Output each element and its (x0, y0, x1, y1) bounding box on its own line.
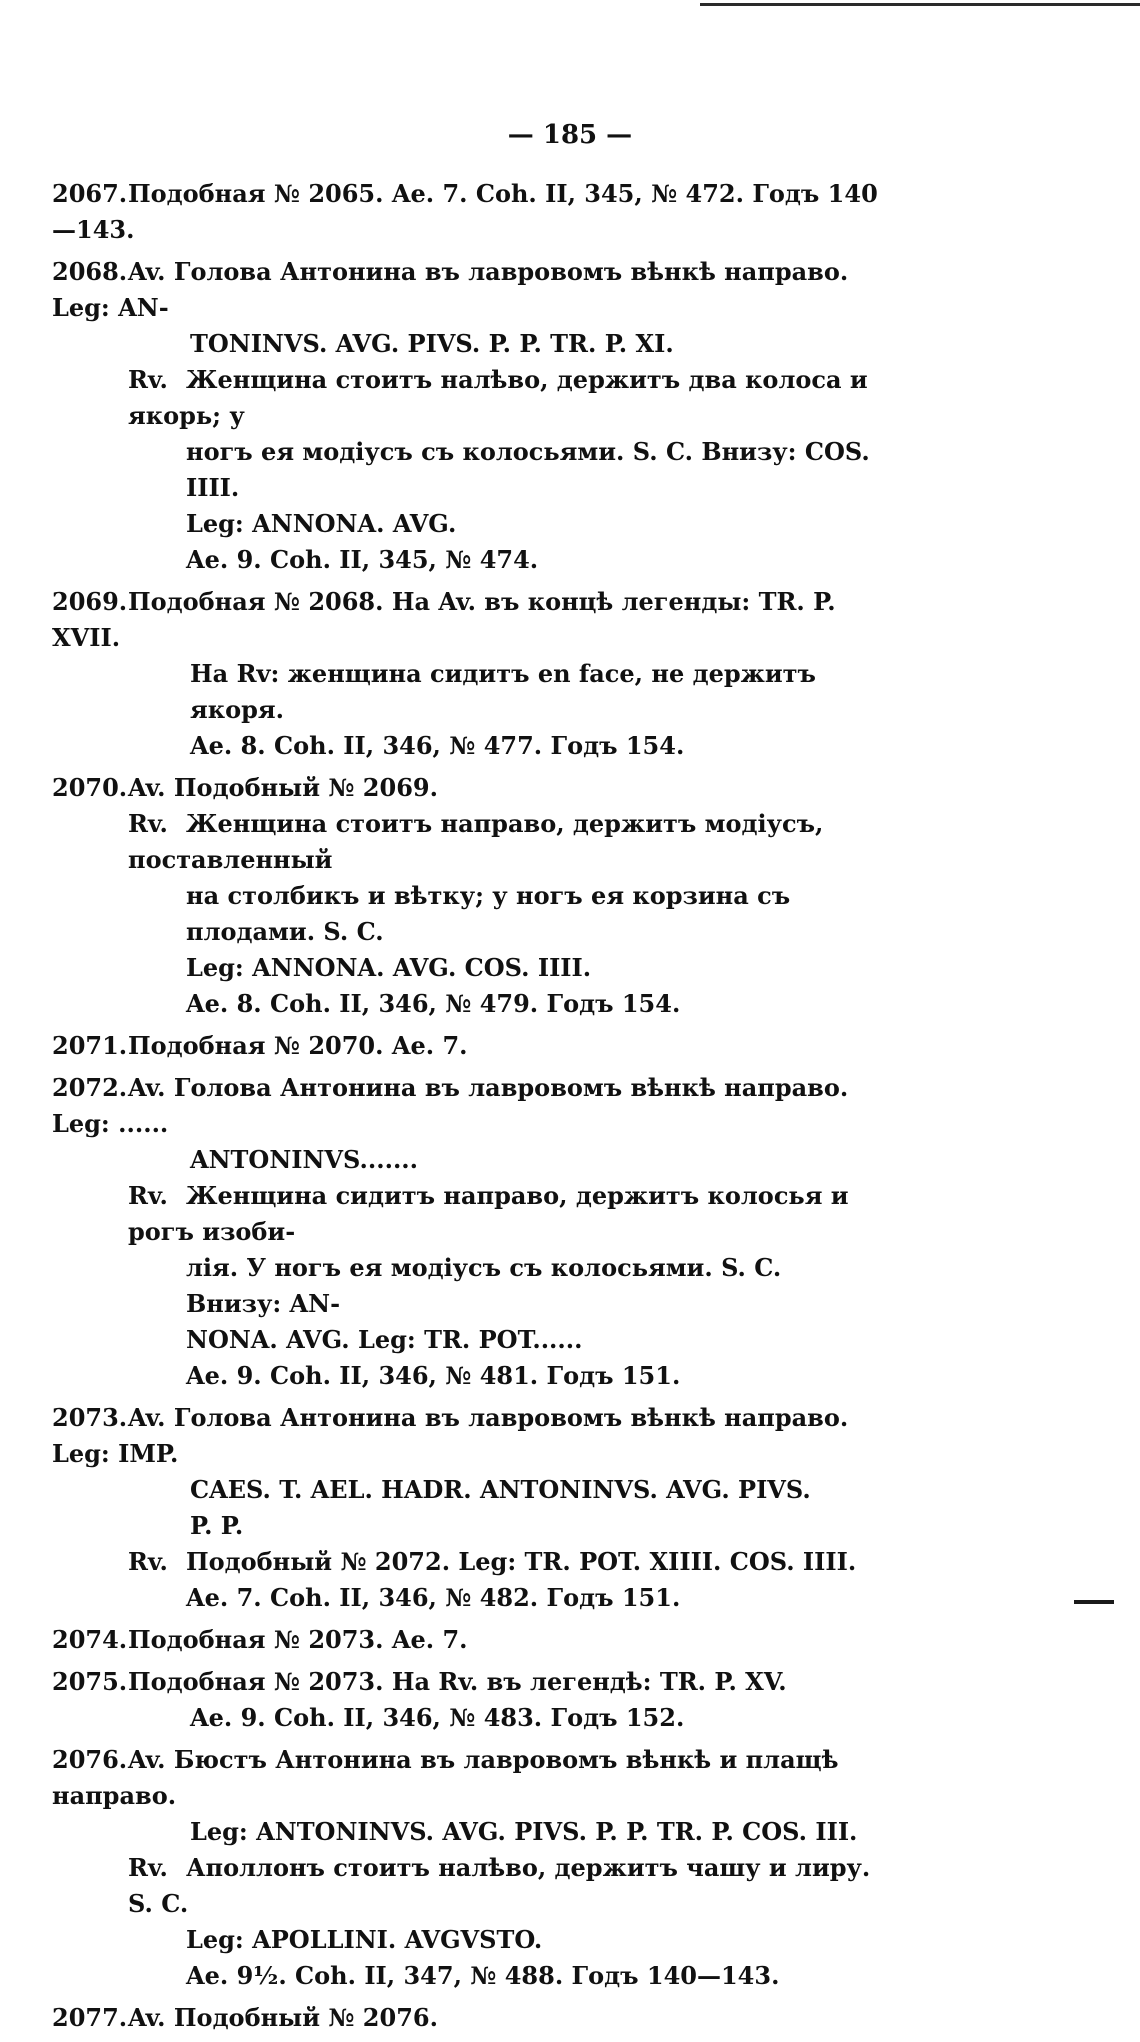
reverse-continuation: Ae. 9. Coh. II, 346, № 481. Годъ 151. (186, 1361, 681, 1390)
entry-text: Подобная № 2068. На Av. въ концѣ легенды: TR. P. XVII. (52, 587, 836, 652)
reverse-continuation: Leg: ANNONA. AVG. (186, 509, 457, 538)
catalog-entry (52, 770, 882, 1022)
catalog-entry (52, 1070, 882, 1394)
entry-first-line (52, 176, 882, 248)
reverse-continuation: Ae. 8. Coh. II, 346, № 479. Годъ 154. (186, 989, 681, 1018)
reverse-description (52, 1178, 882, 1250)
reverse-continuation: NONA. AVG. Leg: TR. POT...... (186, 1325, 583, 1354)
entry-number: 2074. (52, 1625, 128, 1654)
reverse-continuation: ногъ ея модіусъ съ колосьями. S. C. Внизу: COS. IIII. (186, 437, 870, 502)
catalog-entry (52, 1742, 882, 1994)
reverse-description (52, 362, 882, 434)
entry-first-line (52, 1742, 882, 1814)
entry-text: Подобная № 2073. На Rv. въ легендѣ: TR. P. XV. (128, 1667, 787, 1696)
entry-number: 2073. (52, 1403, 128, 1432)
reverse-label: Rv. (128, 1547, 168, 1576)
entry-first-line (52, 1622, 882, 1658)
entry-text: Av. Подобный № 2076. (128, 2003, 438, 2032)
entry-text: Av. Бюстъ Антонина въ лавровомъ вѣнкѣ и плащѣ направо. (52, 1745, 839, 1810)
reverse-label: Rv. (128, 1853, 168, 1882)
entry-text: Подобная № 2070. Ae. 7. (128, 1031, 468, 1060)
entry-first-line (52, 1028, 882, 1064)
catalog-entry (52, 176, 882, 248)
entry-number: 2072. (52, 1073, 128, 1102)
top-border-rule (700, 0, 1140, 6)
entry-continuation: Ae. 9. Coh. II, 346, № 483. Годъ 152. (190, 1703, 685, 1732)
entry-number: 2069. (52, 587, 128, 616)
entry-number: 2070. (52, 773, 128, 802)
reverse-description (52, 1544, 882, 1580)
entry-continuation: P. P. (190, 1511, 244, 1540)
entry-continuation: Leg: ANTONINVS. AVG. PIVS. P. P. TR. P. COS. III. (190, 1817, 858, 1846)
reverse-continuation: Ae. 9. Coh. II, 345, № 474. (186, 545, 539, 574)
entry-text: Av. Подобный № 2069. (128, 773, 438, 802)
reverse-text: Женщина стоитъ направо, держитъ модіусъ, поставленный (128, 809, 824, 874)
entry-first-line (52, 2000, 882, 2036)
catalog-entries (52, 176, 882, 2042)
reverse-text: Женщина сидитъ направо, держитъ колосья и рогъ изоби- (128, 1181, 849, 1246)
entry-number: 2075. (52, 1667, 128, 1696)
entry-first-line (52, 1664, 882, 1700)
entry-first-line (52, 770, 882, 806)
reverse-continuation: лія. У ногъ ея модіусъ съ колосьями. S. C. Внизу: AN- (186, 1253, 782, 1318)
catalog-entry (52, 1400, 882, 1616)
reverse-label: Rv. (128, 1181, 168, 1210)
entry-number: 2068. (52, 257, 128, 286)
entry-first-line (52, 254, 882, 326)
entry-continuation: На Rv: женщина сидитъ en face, не держитъ якоря. (190, 659, 816, 724)
entry-text: Av. Голова Антонина въ лавровомъ вѣнкѣ направо. Leg: AN- (52, 257, 849, 322)
entry-text: Подобная № 2065. Ae. 7. Coh. II, 345, № 472. Годъ 140—143. (52, 179, 878, 244)
catalog-entry (52, 1664, 882, 1736)
entry-text: Av. Голова Антонина въ лавровомъ вѣнкѣ направо. Leg: ...... (52, 1073, 849, 1138)
reverse-label: Rv. (128, 809, 168, 838)
bottom-mark (1074, 1600, 1114, 1604)
catalog-entry (52, 584, 882, 764)
catalog-entry (52, 1622, 882, 1658)
entry-number: 2067. (52, 179, 128, 208)
entry-text: Подобная № 2073. Ae. 7. (128, 1625, 468, 1654)
reverse-description (52, 1850, 882, 1922)
entry-number: 2071. (52, 1031, 128, 1060)
entry-continuation: CAES. T. AEL. HADR. ANTONINVS. AVG. PIVS. (190, 1475, 811, 1504)
reverse-continuation: Ae. 7. Coh. II, 346, № 482. Годъ 151. (186, 1583, 681, 1612)
entry-first-line (52, 1400, 882, 1472)
reverse-continuation: Leg: ANNONA. AVG. COS. IIII. (186, 953, 592, 982)
entry-first-line (52, 584, 882, 656)
reverse-text: Аполлонъ стоитъ налѣво, держитъ чашу и лиру. S. C. (128, 1853, 871, 1918)
entry-number: 2077. (52, 2003, 128, 2032)
reverse-continuation: Ae. 9½. Coh. II, 347, № 488. Годъ 140—143. (186, 1961, 780, 1990)
catalog-entry (52, 254, 882, 578)
entry-number: 2076. (52, 1745, 128, 1774)
page-number: — 185 — (507, 120, 633, 150)
reverse-label: Rv. (128, 365, 168, 394)
reverse-continuation: на столбикъ и вѣтку; у ногъ ея корзина съ плодами. S. C. (186, 881, 791, 946)
reverse-continuation: Leg: APOLLINI. AVGVSTO. (186, 1925, 543, 1954)
entry-continuation: TONINVS. AVG. PIVS. P. P. TR. P. XI. (190, 329, 674, 358)
entry-continuation: Ae. 8. Coh. II, 346, № 477. Годъ 154. (190, 731, 685, 760)
entry-first-line (52, 1070, 882, 1142)
entry-continuation: ANTONINVS....... (190, 1145, 419, 1174)
catalog-entry (52, 2000, 882, 2036)
reverse-description (52, 806, 882, 878)
reverse-text: Женщина стоитъ налѣво, держитъ два колоса и якорь; у (128, 365, 868, 430)
catalog-entry (52, 1028, 882, 1064)
entry-text: Av. Голова Антонина въ лавровомъ вѣнкѣ направо. Leg: IMP. (52, 1403, 849, 1468)
reverse-text: Подобный № 2072. Leg: TR. POT. XIIII. COS. IIII. (186, 1547, 857, 1576)
